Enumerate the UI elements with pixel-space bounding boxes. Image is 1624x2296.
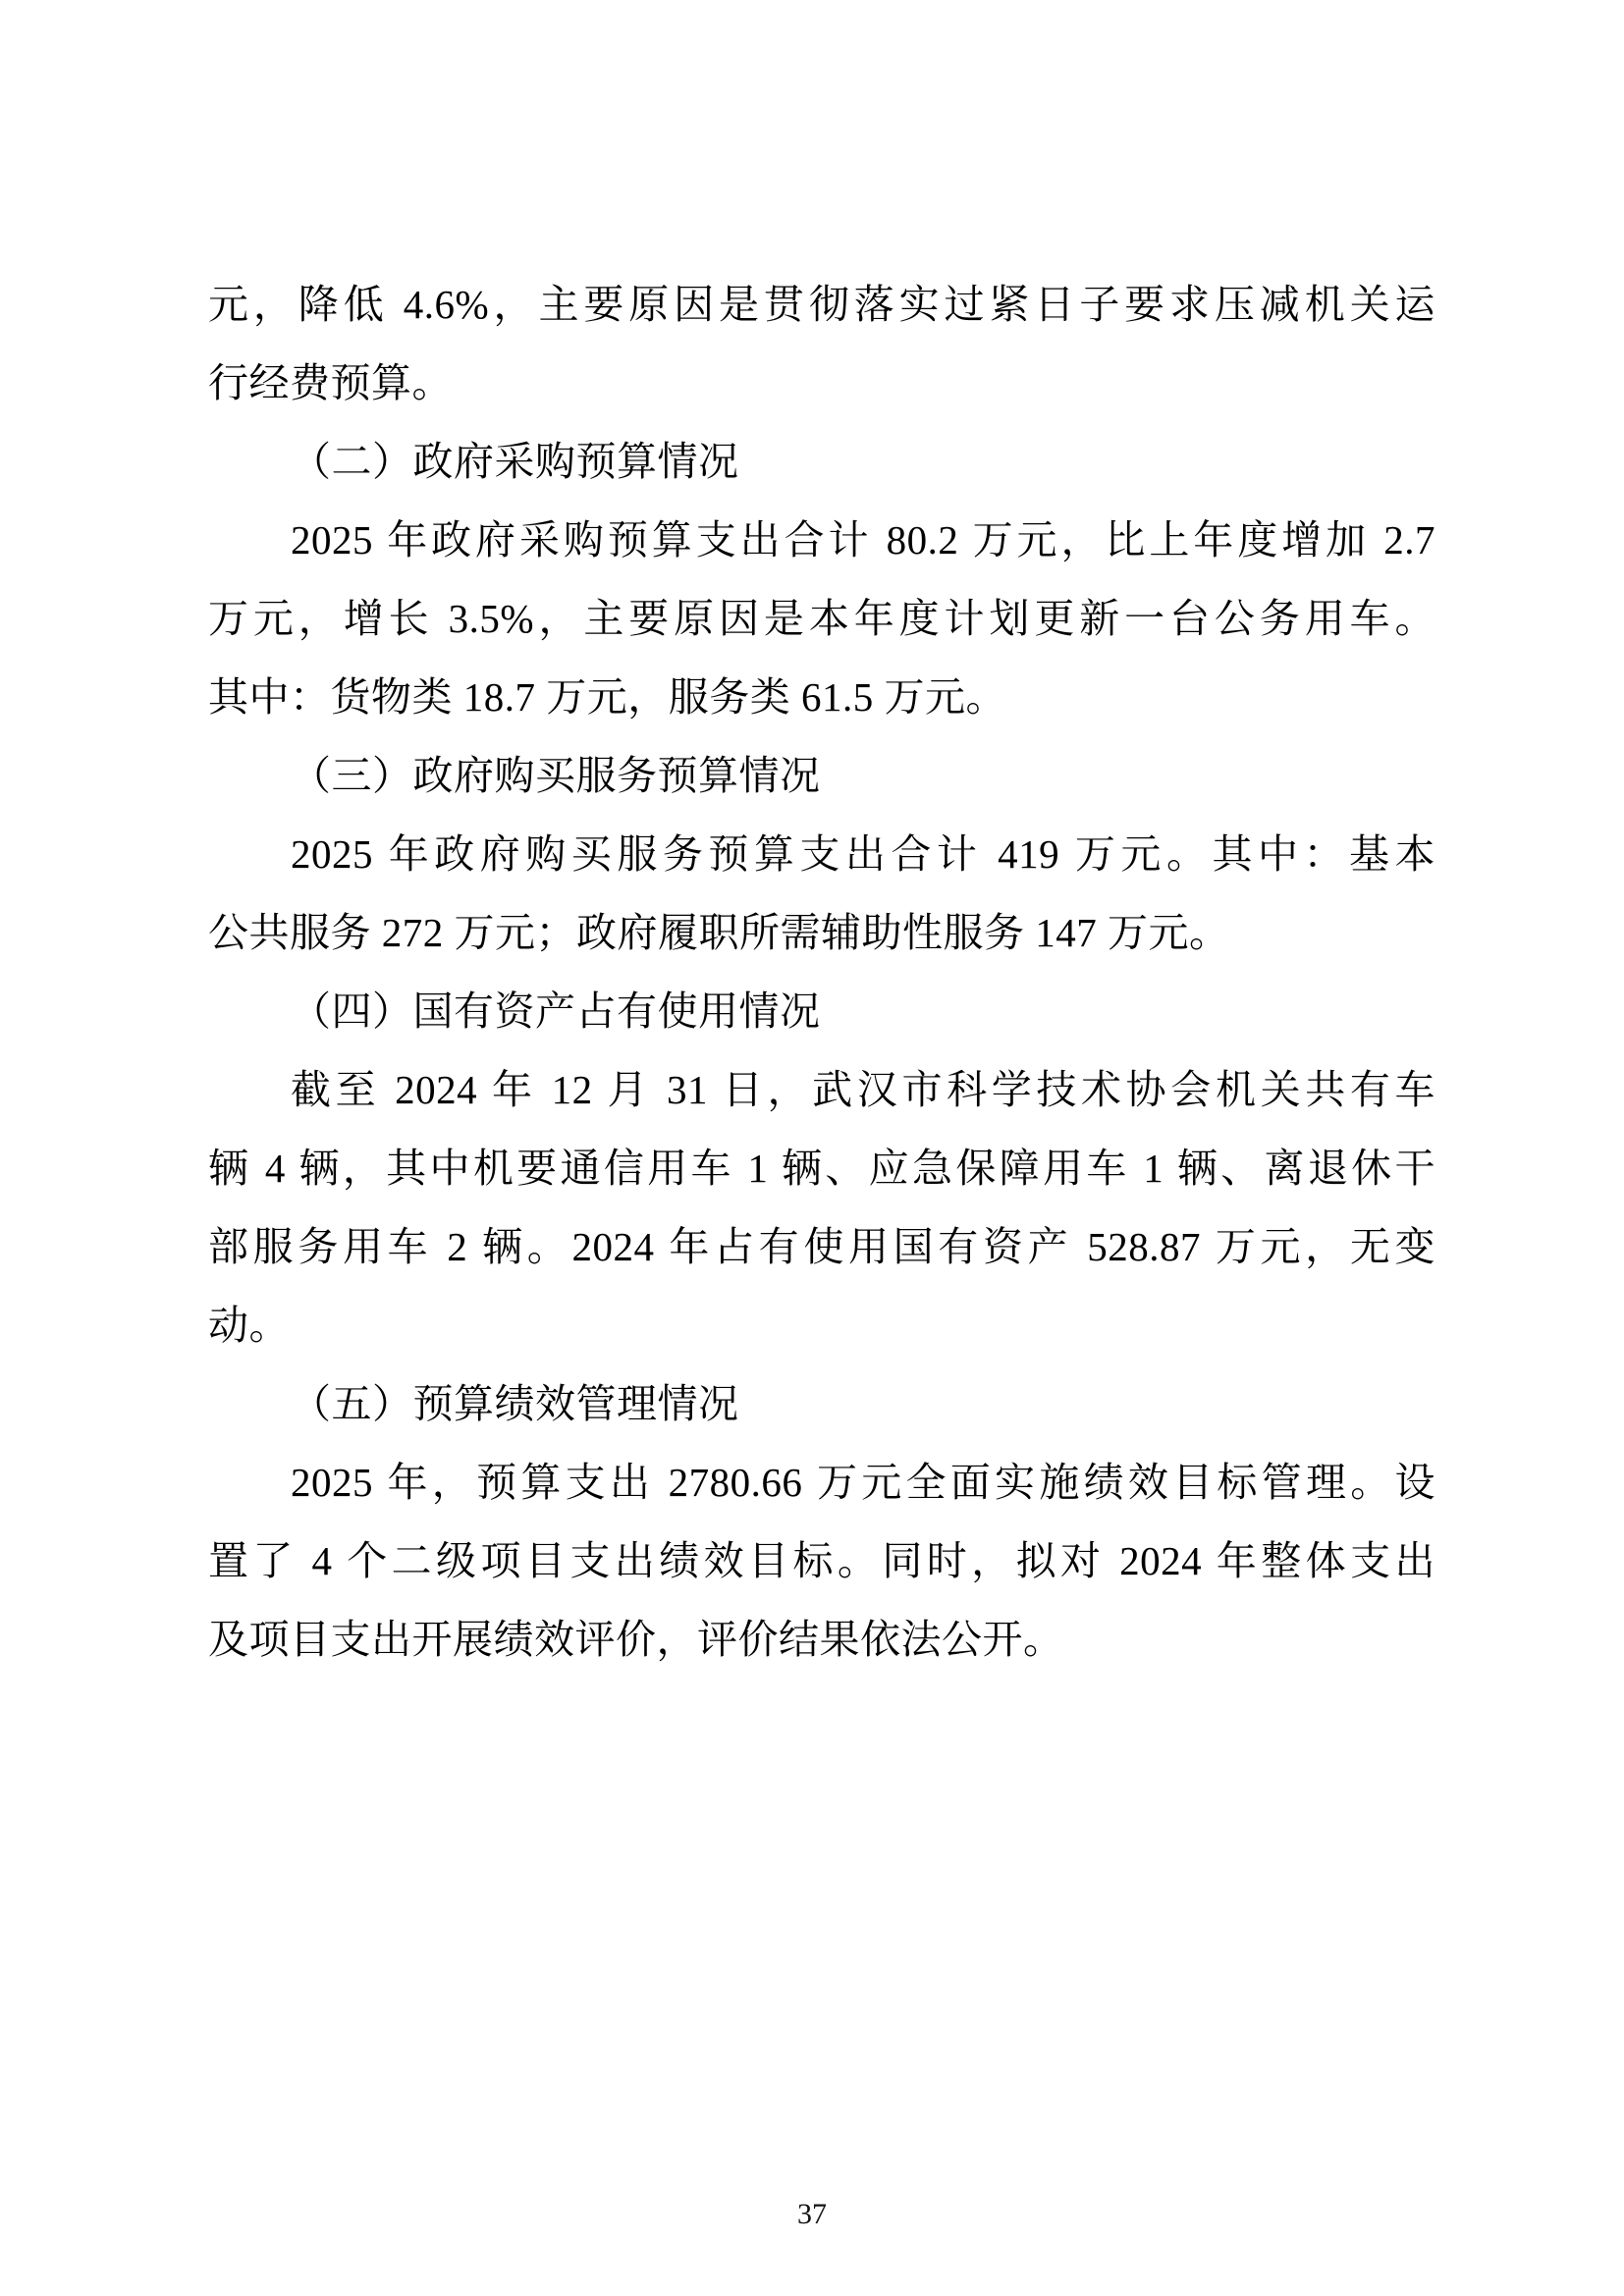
paragraph-line: 2025 年政府购买服务预算支出合计 419 万元。其中：基本 xyxy=(291,831,1435,877)
paragraph-line: 元，降低 4.6%，主要原因是贯彻落实过紧日子要求压减机关运 xyxy=(208,282,1435,327)
page-number: 37 xyxy=(797,2198,827,2230)
paragraph-line: 部服务用车 2 辆。2024 年占有使用国有资产 528.87 万元，无变 xyxy=(208,1224,1435,1269)
paragraph-line: 万元，增长 3.5%，主要原因是本年度计划更新一台公务用车。 xyxy=(208,596,1435,641)
paragraph-line: 置了 4 个二级项目支出绩效目标。同时，拟对 2024 年整体支出 xyxy=(208,1538,1435,1583)
paragraph-line: 及项目支出开展绩效评价，评价结果依法公开。 xyxy=(208,1617,1064,1662)
paragraph-line: 2025 年政府采购预算支出合计 80.2 万元，比上年度增加 2.7 xyxy=(291,517,1435,562)
section-heading: （四）国有资产占有使用情况 xyxy=(291,988,821,1034)
paragraph-line: 辆 4 辆，其中机要通信用车 1 辆、应急保障用车 1 辆、离退休干 xyxy=(208,1146,1435,1191)
paragraph-line: 截至 2024 年 12 月 31 日，武汉市科学技术协会机关共有车 xyxy=(291,1067,1435,1112)
paragraph-line: 行经费预算。 xyxy=(208,360,453,405)
section-heading: （五）预算绩效管理情况 xyxy=(291,1381,739,1426)
paragraph-line: 其中：货物类 18.7 万元，服务类 61.5 万元。 xyxy=(208,674,1006,720)
paragraph-line: 2025 年，预算支出 2780.66 万元全面实施绩效目标管理。设 xyxy=(291,1460,1435,1505)
paragraph-line: 公共服务 272 万元；政府履职所需辅助性服务 147 万元。 xyxy=(208,910,1230,955)
page-footer xyxy=(0,2195,1624,2234)
page-body-text xyxy=(208,265,1435,1679)
paragraph-line: 动。 xyxy=(208,1303,290,1348)
section-heading: （二）政府采购预算情况 xyxy=(291,439,739,484)
section-heading: （三）政府购买服务预算情况 xyxy=(291,753,821,798)
